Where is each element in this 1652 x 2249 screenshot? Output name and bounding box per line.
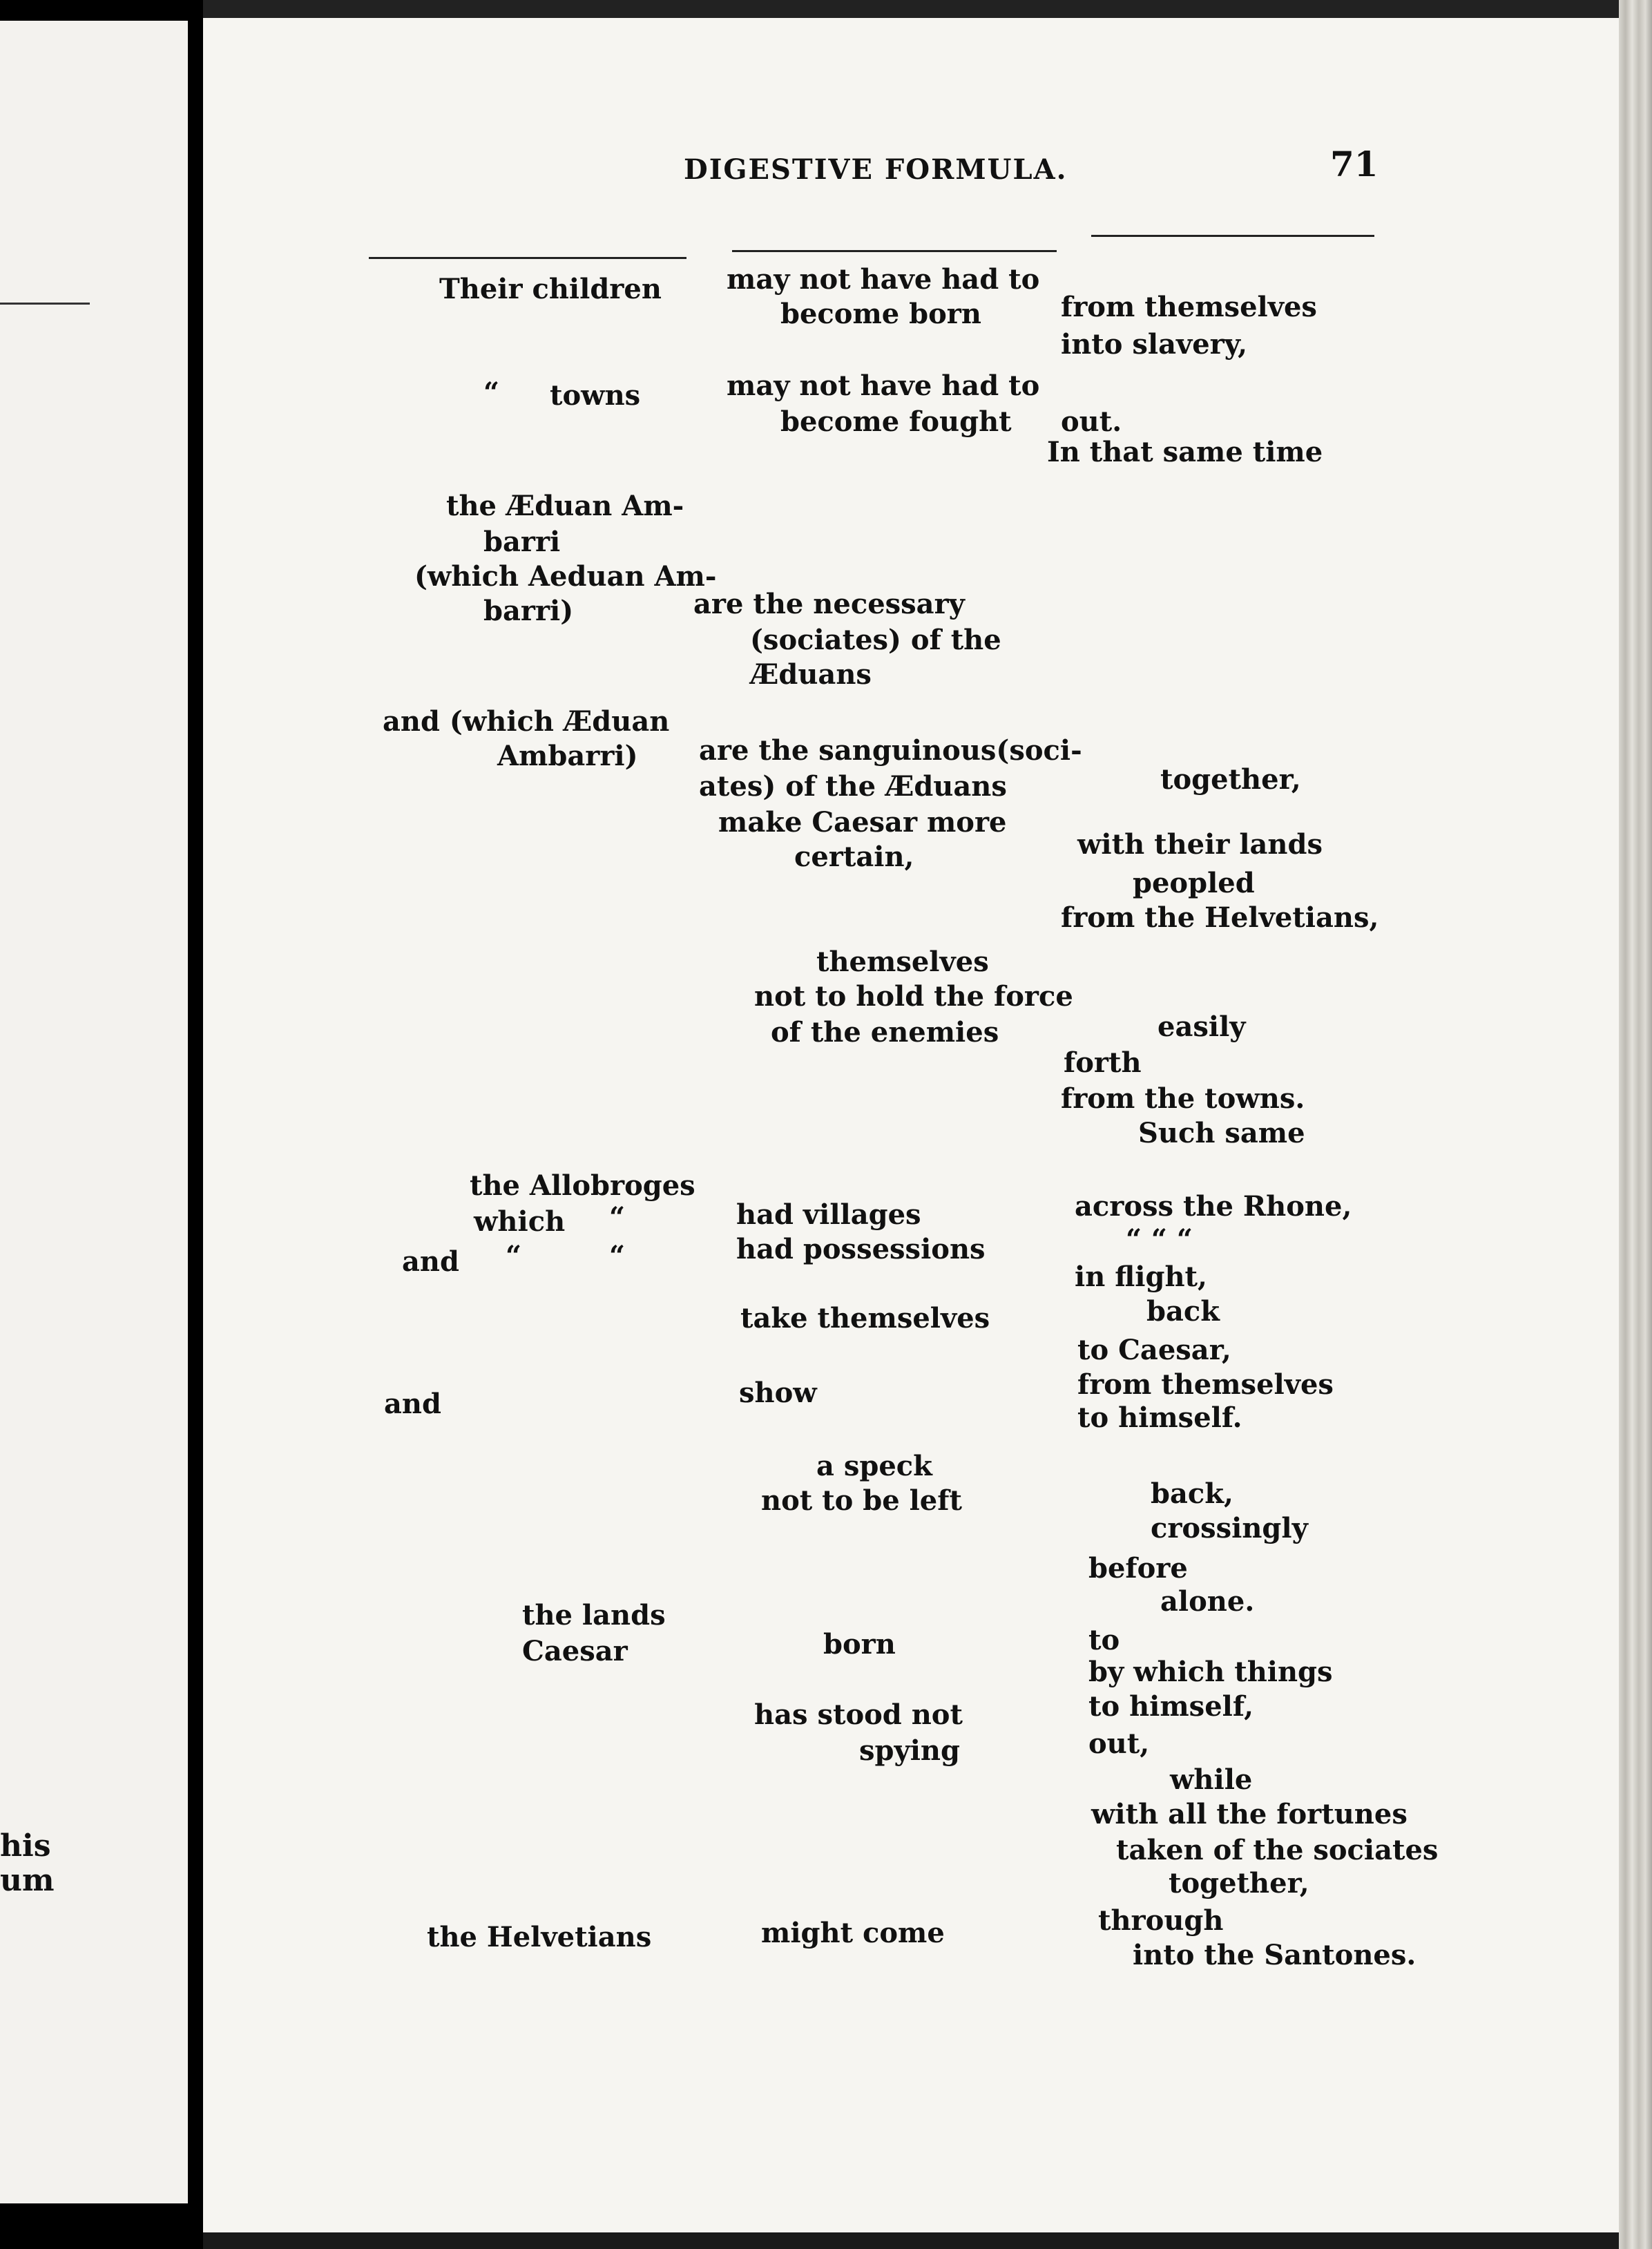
formula-line: the lands (522, 1599, 666, 1631)
formula-line: together, (1160, 763, 1301, 796)
formula-line: back, (1151, 1477, 1233, 1510)
formula-line: to himself. (1077, 1401, 1242, 1434)
formula-line: into slavery, (1061, 328, 1248, 361)
formula-line: while (1170, 1763, 1253, 1796)
formula-line: from themselves (1061, 291, 1317, 323)
formula-line: not to hold the force (754, 980, 1073, 1013)
column-rule (369, 257, 686, 259)
formula-line: the Helvetians (427, 1921, 652, 1953)
formula-line: born (823, 1628, 896, 1661)
formula-line: “ (609, 1201, 626, 1234)
facing-page-text: um (0, 1863, 55, 1898)
formula-line: “ (506, 1240, 522, 1272)
formula-line: become born (780, 298, 981, 330)
formula-line: had possessions (736, 1233, 986, 1265)
formula-line: easily (1158, 1011, 1246, 1043)
formula-line: take themselves (740, 1302, 990, 1334)
formula-line: ates) of the Æduans (699, 770, 1007, 803)
formula-line: barri) (483, 595, 574, 627)
facing-page-text: his (0, 1828, 51, 1864)
formula-line: “ “ “ (1126, 1223, 1193, 1256)
formula-line: show (739, 1377, 817, 1409)
formula-line: across the Rhone, (1075, 1190, 1352, 1223)
formula-line: make Caesar more (718, 806, 1007, 839)
formula-line: are the necessary (693, 588, 965, 620)
formula-line: may not have had to (727, 370, 1040, 402)
formula-line: “ (483, 376, 500, 409)
formula-line: which (474, 1205, 566, 1238)
formula-line: together, (1169, 1867, 1309, 1899)
formula-line: from the Helvetians, (1061, 901, 1379, 934)
book-gutter (188, 0, 203, 2249)
facing-page-rule (0, 303, 90, 305)
formula-line: by which things (1088, 1656, 1333, 1688)
formula-line: Caesar (522, 1635, 628, 1667)
formula-line: from the towns. (1061, 1082, 1305, 1115)
formula-line: and (which Æduan (383, 705, 670, 738)
facing-page-fragment (0, 21, 188, 2203)
formula-line: and (384, 1388, 441, 1420)
formula-line: may not have had to (727, 263, 1040, 296)
formula-line: from themselves (1077, 1368, 1334, 1401)
formula-line: a speck (816, 1450, 932, 1482)
formula-line: into the Santones. (1133, 1939, 1416, 1971)
formula-line: alone. (1160, 1585, 1255, 1618)
running-head: DIGESTIVE FORMULA. (684, 153, 1068, 186)
page-number: 71 (1330, 144, 1379, 184)
formula-line: (which Aeduan Am- (414, 560, 717, 593)
formula-line: towns (550, 379, 641, 412)
formula-line: might come (761, 1917, 945, 1949)
formula-line: through (1098, 1904, 1224, 1937)
formula-line: the Æduan Am- (446, 490, 684, 522)
scan-border-bottom (203, 2232, 1619, 2249)
formula-line: not to be left (761, 1484, 962, 1517)
column-rule (1091, 235, 1374, 237)
page-edge-stack (1619, 0, 1652, 2249)
formula-line: to (1088, 1624, 1120, 1656)
formula-line: taken of the sociates (1116, 1834, 1439, 1866)
formula-line: and (402, 1245, 459, 1278)
formula-line: In that same time (1047, 436, 1323, 468)
formula-line: back (1146, 1295, 1220, 1328)
formula-line: certain, (794, 841, 914, 873)
formula-line: themselves (816, 946, 989, 978)
scan-border-top (203, 0, 1619, 18)
formula-line: to Caesar, (1077, 1334, 1231, 1366)
formula-line: to himself, (1088, 1690, 1254, 1723)
formula-line: spying (859, 1734, 960, 1767)
formula-line: with all the fortunes (1091, 1798, 1408, 1830)
formula-line: “ (609, 1240, 626, 1272)
formula-line: in flight, (1075, 1261, 1207, 1293)
formula-line: out. (1061, 405, 1122, 438)
formula-line: with their lands (1077, 828, 1323, 861)
formula-line: become fought (780, 405, 1012, 438)
formula-line: Ambarri) (497, 740, 638, 772)
formula-line: had villages (736, 1198, 921, 1231)
book-page (203, 0, 1619, 2249)
formula-line: Their children (439, 273, 662, 305)
formula-line: Æduans (750, 658, 872, 691)
formula-line: out, (1088, 1728, 1150, 1760)
formula-line: crossingly (1151, 1512, 1308, 1544)
formula-line: (sociates) of the (750, 624, 1001, 656)
formula-line: are the sanguinous(soci- (699, 734, 1082, 767)
formula-line: forth (1064, 1046, 1142, 1079)
formula-line: before (1088, 1552, 1188, 1585)
formula-line: Such same (1138, 1117, 1305, 1149)
formula-line: of the enemies (771, 1016, 999, 1049)
formula-line: has stood not (754, 1698, 963, 1731)
column-rule (732, 250, 1057, 252)
formula-line: the Allobroges (470, 1169, 695, 1202)
formula-line: peopled (1133, 867, 1255, 899)
formula-line: barri (483, 526, 561, 558)
